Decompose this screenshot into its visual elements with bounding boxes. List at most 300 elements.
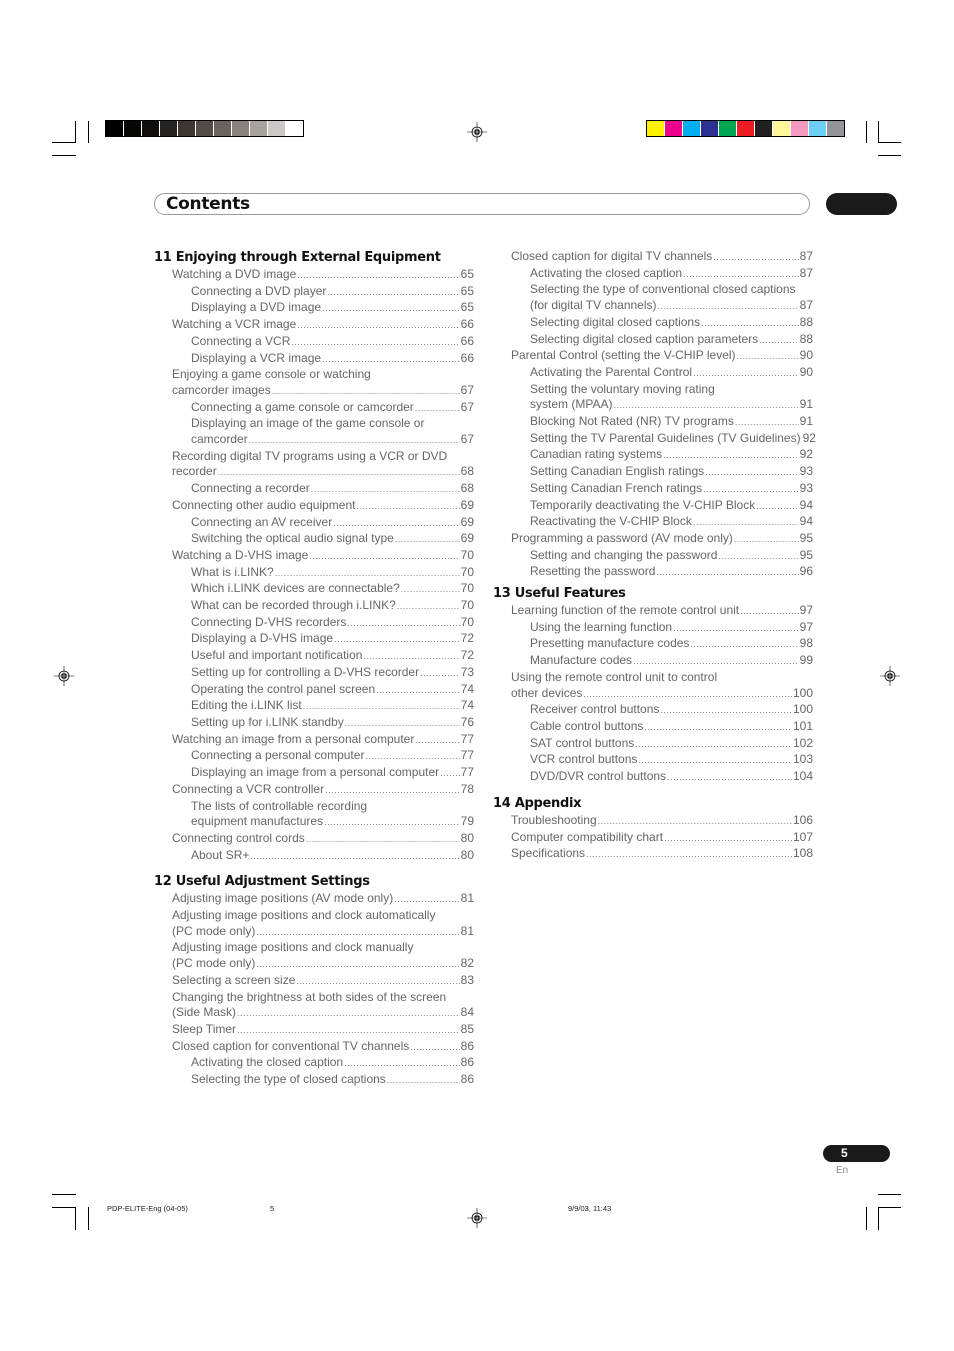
dot-leader — [309, 548, 459, 565]
dot-leader — [237, 1005, 460, 1022]
toc-entry[interactable] — [154, 1022, 474, 1039]
toc-page-number: 87 — [799, 298, 813, 313]
toc-entry[interactable] — [154, 648, 474, 665]
toc-entry[interactable] — [493, 636, 813, 653]
toc-entry[interactable] — [493, 752, 813, 769]
toc-page-number: 87 — [799, 249, 813, 263]
color-swatch — [737, 121, 755, 136]
color-swatch — [268, 121, 286, 136]
dot-leader — [735, 414, 799, 431]
toc-entry-label: Sleep Timer — [172, 1021, 237, 1036]
toc-page-number: 67 — [460, 432, 474, 447]
toc-entry-label: Presetting manufacture codes — [530, 636, 690, 651]
toc-entry-label: (PC mode only) — [172, 956, 256, 971]
dot-leader — [376, 682, 460, 699]
toc-page-number: 92 — [802, 430, 816, 445]
toc-entry-label: Selecting the type of closed captions — [191, 1072, 386, 1087]
dot-leader — [583, 686, 792, 703]
toc-entry-label: (for digital TV channels) — [530, 298, 657, 313]
dot-leader — [401, 581, 460, 598]
toc-page-number: 106 — [792, 812, 813, 827]
toc-page-number: 70 — [460, 547, 474, 562]
toc-entry-label: Setting the TV Parental Guidelines (TV Guidelines) — [530, 430, 801, 445]
color-swatch — [232, 121, 250, 136]
toc-page-number: 102 — [792, 735, 813, 750]
toc-entry[interactable] — [154, 698, 474, 715]
toc-entry[interactable] — [154, 908, 474, 940]
toc-page-number: 70 — [460, 614, 474, 629]
toc-entry-label: Setting and changing the password — [530, 547, 718, 562]
toc-page-number: 94 — [799, 514, 813, 529]
toc-page-number: 93 — [799, 464, 813, 479]
registration-mark-icon — [880, 666, 900, 686]
toc-page-number: 72 — [460, 631, 474, 646]
toc-entry[interactable] — [493, 332, 813, 349]
dot-leader — [272, 383, 460, 400]
toc-entry[interactable] — [493, 282, 813, 314]
toc-entry-label: Canadian rating systems — [530, 447, 663, 462]
toc-entry-label: Watching a DVD image — [172, 267, 297, 281]
toc-page-number: 70 — [460, 598, 474, 613]
dot-leader — [660, 702, 792, 719]
toc-page-number: 77 — [460, 731, 474, 746]
toc-page-number: 72 — [460, 648, 474, 663]
dot-leader — [347, 615, 459, 632]
toc-page-number: 87 — [799, 265, 813, 280]
dot-leader — [275, 565, 460, 582]
toc-entry[interactable] — [154, 891, 474, 908]
language-code: En — [836, 1165, 849, 1176]
toc-entry[interactable] — [154, 449, 474, 481]
toc-entry[interactable] — [154, 799, 474, 831]
toc-entry-label: What is i.LINK? — [191, 564, 274, 579]
toc-page-number: 65 — [460, 283, 474, 298]
toc-page-number: 100 — [792, 685, 813, 700]
toc-entry-label: About SR+ — [191, 847, 250, 862]
toc-page-number: 91 — [799, 414, 813, 429]
toc-page-number: 74 — [460, 698, 474, 713]
toc-entry[interactable] — [154, 1055, 474, 1072]
toc-entry-label: Closed caption for conventional TV channels — [172, 1038, 410, 1053]
page-number-badge — [823, 1145, 890, 1162]
toc-entry[interactable] — [493, 315, 813, 332]
dot-leader — [718, 548, 798, 565]
toc-page-number: 86 — [460, 1072, 474, 1087]
toc-entry-label: Learning function of the remote control unit — [511, 603, 740, 618]
toc-entry[interactable] — [154, 732, 474, 749]
toc-entry-label: equipment manufactures — [191, 814, 324, 829]
toc-entry[interactable] — [493, 736, 813, 753]
toc-entry[interactable] — [154, 598, 474, 615]
toc-entry-label: Setting Canadian French ratings — [530, 480, 703, 495]
toc-entry[interactable] — [493, 653, 813, 670]
toc-entry-label: Displaying a DVD image — [191, 300, 322, 315]
toc-page-number: 101 — [792, 718, 813, 733]
dot-leader — [690, 636, 798, 653]
dot-leader — [703, 481, 799, 498]
toc-entry-label: Connecting D-VHS recorders — [191, 614, 347, 629]
dot-leader — [440, 765, 460, 782]
print-slug-filename: PDP-ELITE-Eng (04-05) — [107, 1204, 188, 1213]
toc-entry-label: Setting Canadian English ratings — [530, 464, 705, 479]
dot-leader — [683, 266, 799, 283]
toc-entry[interactable] — [154, 515, 474, 532]
dot-leader — [638, 752, 792, 769]
section-heading: 13 Useful Features — [493, 586, 626, 602]
toc-entry[interactable] — [154, 765, 474, 782]
toc-page-number: 86 — [460, 1055, 474, 1070]
color-swatch — [827, 121, 844, 136]
toc-entry-label: Switching the optical audio signal type — [191, 531, 394, 546]
toc-page-number: 65 — [460, 300, 474, 315]
toc-entry-label: Setting up for controlling a D-VHS recorder — [191, 664, 420, 679]
toc-page-number: 69 — [460, 514, 474, 529]
toc-right-column — [493, 249, 816, 863]
toc-entry-label: Watching a VCR image — [172, 317, 297, 332]
toc-entry-label: Connecting a VCR controller — [172, 781, 325, 796]
toc-entry[interactable] — [154, 565, 474, 582]
dot-leader — [344, 1055, 460, 1072]
toc-entry-label: camcorder — [191, 432, 248, 447]
toc-entry[interactable] — [154, 367, 474, 399]
dot-leader — [397, 598, 460, 615]
toc-entry-label: Using the learning function — [530, 619, 673, 634]
color-swatch — [214, 121, 232, 136]
toc-entry[interactable] — [154, 715, 474, 732]
toc-entry[interactable] — [493, 769, 813, 786]
registration-mark-icon — [54, 666, 74, 686]
toc-entry[interactable] — [493, 670, 813, 702]
toc-page-number: 84 — [460, 1005, 474, 1020]
toc-entry-label: Displaying an image of the game console or — [191, 416, 425, 431]
color-swatch — [809, 121, 827, 136]
dot-leader — [297, 267, 459, 284]
toc-entry-label: Computer compatibility chart — [511, 829, 664, 844]
toc-entry-label: Parental Control (setting the V-CHIP level) — [511, 348, 736, 363]
toc-entry-label: Troubleshooting — [511, 812, 597, 827]
toc-entry-label: Activating the closed caption — [191, 1055, 344, 1070]
dot-leader — [256, 924, 459, 941]
toc-entry[interactable] — [154, 973, 474, 990]
dot-leader — [586, 846, 792, 863]
toc-entry[interactable] — [493, 447, 813, 464]
toc-page-number: 81 — [460, 891, 474, 906]
dot-leader — [218, 464, 460, 481]
color-swatch — [178, 121, 196, 136]
color-swatch — [142, 121, 160, 136]
toc-page-number: 66 — [460, 350, 474, 365]
dot-leader — [256, 956, 459, 973]
toc-entry[interactable] — [493, 719, 813, 736]
toc-entry[interactable] — [493, 620, 813, 637]
toc-entry[interactable] — [493, 846, 813, 863]
dot-leader — [635, 736, 792, 753]
toc-entry[interactable] — [154, 284, 474, 301]
toc-entry-label: Enjoying a game console or watching — [172, 367, 371, 382]
toc-page-number: 70 — [460, 564, 474, 579]
toc-page-number: 69 — [460, 497, 474, 512]
toc-entry-label: camcorder images — [172, 382, 271, 397]
dot-leader — [633, 653, 799, 670]
color-swatch — [719, 121, 737, 136]
toc-entry-label: SAT control buttons — [530, 735, 635, 750]
toc-entry-label: Connecting a recorder — [191, 481, 310, 496]
toc-page-number: 88 — [799, 331, 813, 346]
toc-page-number: 86 — [460, 1038, 474, 1053]
toc-page-number: 76 — [460, 714, 474, 729]
toc-page-number: 88 — [799, 314, 813, 329]
toc-entry[interactable] — [154, 990, 474, 1022]
dot-leader — [663, 447, 799, 464]
color-swatch — [665, 121, 683, 136]
color-swatch — [106, 121, 124, 136]
dot-leader — [306, 831, 460, 848]
dot-leader — [311, 481, 460, 498]
toc-entry[interactable] — [493, 430, 816, 448]
toc-entry-label: recorder — [172, 464, 217, 479]
toc-page-number: 91 — [799, 397, 813, 412]
toc-entry-label: Adjusting image positions (AV mode only) — [172, 891, 394, 906]
toc-entry-label: other devices — [511, 685, 583, 700]
dot-leader — [297, 317, 459, 334]
toc-entry[interactable] — [493, 266, 813, 283]
color-swatch — [160, 121, 178, 136]
toc-page-number: 68 — [460, 481, 474, 496]
dot-leader — [291, 334, 459, 351]
toc-entry-label: Selecting digital closed caption parameters — [530, 331, 759, 346]
toc-entry-label: Blocking Not Rated (NR) TV programs — [530, 414, 734, 429]
dot-leader — [415, 732, 459, 749]
toc-entry[interactable] — [154, 831, 474, 848]
page-title: Contents — [166, 194, 250, 214]
toc-entry-label: Which i.LINK devices are connectable? — [191, 581, 400, 596]
color-swatch — [683, 121, 701, 136]
toc-entry[interactable] — [493, 498, 813, 515]
color-swatch — [286, 121, 303, 136]
dot-leader — [613, 397, 798, 414]
toc-page-number: 79 — [460, 814, 474, 829]
dot-leader — [363, 648, 459, 665]
toc-entry[interactable] — [493, 548, 813, 565]
dot-leader — [756, 498, 798, 515]
toc-entry[interactable] — [154, 1039, 474, 1056]
toc-entry-label: Adjusting image positions and clock automatically — [172, 908, 436, 923]
toc-entry-label: Using the remote control unit to control — [511, 669, 718, 684]
toc-entry[interactable] — [493, 382, 813, 414]
toc-entry-label: The lists of controllable recording — [191, 798, 368, 813]
toc-page-number: 70 — [460, 581, 474, 596]
print-slug-sheet: 5 — [270, 1204, 275, 1213]
toc-entry[interactable] — [154, 300, 474, 317]
process-color-bar — [646, 120, 845, 137]
dot-leader — [693, 514, 799, 531]
toc-entry[interactable] — [154, 498, 474, 515]
dot-leader — [410, 1039, 459, 1056]
dot-leader — [734, 531, 799, 548]
toc-entry[interactable] — [154, 351, 474, 368]
dot-leader — [303, 698, 460, 715]
dot-leader — [322, 351, 460, 368]
toc-entry-label: (Side Mask) — [172, 1005, 237, 1020]
dot-leader — [365, 748, 459, 765]
dot-leader — [356, 498, 459, 515]
registration-mark-icon — [467, 122, 487, 142]
page-number: 5 — [841, 1146, 848, 1160]
dot-leader — [759, 332, 799, 349]
toc-entry-label: Closed caption for digital TV channels — [511, 249, 713, 263]
toc-entry[interactable] — [154, 682, 474, 699]
toc-entry[interactable] — [493, 830, 813, 847]
section-heading: 12 Useful Adjustment Settings — [154, 874, 370, 890]
toc-page-number: 66 — [460, 333, 474, 348]
toc-entry-label: Temporarily deactivating the V-CHIP Block — [530, 497, 756, 512]
dot-leader — [667, 769, 792, 786]
toc-entry-label: Connecting other audio equipment — [172, 497, 356, 512]
toc-entry[interactable] — [493, 414, 813, 431]
toc-entry-label: What can be recorded through i.LINK? — [191, 598, 396, 613]
toc-entry[interactable] — [493, 514, 813, 531]
color-swatch — [196, 121, 214, 136]
dot-leader — [658, 298, 799, 315]
toc-page-number: 83 — [460, 972, 474, 987]
dot-leader — [296, 973, 459, 990]
dot-leader — [644, 719, 792, 736]
dot-leader — [345, 715, 460, 732]
toc-entry[interactable] — [493, 702, 813, 719]
toc-entry-label: Activating the closed caption — [530, 265, 683, 280]
toc-entry-label: Displaying a VCR image — [191, 350, 322, 365]
toc-page-number: 68 — [460, 464, 474, 479]
toc-entry-label: Displaying a D-VHS image — [191, 631, 334, 646]
toc-left-column — [154, 249, 474, 1089]
chapter-tab — [826, 193, 897, 215]
dot-leader — [740, 603, 799, 620]
toc-entry-label: Connecting a personal computer — [191, 748, 365, 763]
grayscale-color-bar — [105, 120, 304, 137]
toc-page-number: 97 — [799, 603, 813, 618]
toc-page-number: 80 — [460, 830, 474, 845]
toc-entry[interactable] — [154, 1072, 474, 1089]
toc-page-number: 98 — [799, 636, 813, 651]
toc-entry[interactable] — [493, 249, 813, 266]
toc-entry[interactable] — [154, 631, 474, 648]
toc-entry[interactable] — [493, 603, 813, 620]
toc-page-number: 95 — [799, 530, 813, 545]
toc-entry-label: Displaying an image from a personal computer — [191, 765, 440, 780]
toc-page-number: 73 — [460, 664, 474, 679]
toc-entry[interactable] — [154, 748, 474, 765]
toc-entry-label: Recording digital TV programs using a VCR or DVD — [172, 448, 448, 463]
toc-entry-label: Connecting a game console or camcorder — [191, 399, 414, 414]
toc-entry[interactable] — [493, 564, 813, 581]
toc-page-number: 66 — [460, 317, 474, 332]
toc-entry-label: Setting up for i.LINK standby — [191, 714, 344, 729]
toc-entry-label: Editing the i.LINK list — [191, 698, 302, 713]
toc-entry[interactable] — [493, 531, 813, 548]
toc-page-number: 81 — [460, 923, 474, 938]
toc-entry-label: Connecting control cords — [172, 830, 305, 845]
dot-leader — [737, 348, 799, 365]
registration-mark-icon — [467, 1208, 487, 1228]
toc-entry-label: Programming a password (AV mode only) — [511, 530, 733, 545]
toc-entry-label: Cable control buttons — [530, 718, 644, 733]
toc-page-number: 103 — [792, 752, 813, 767]
toc-entry[interactable] — [154, 665, 474, 682]
dot-leader — [701, 315, 799, 332]
toc-entry[interactable] — [154, 267, 474, 284]
toc-entry[interactable] — [154, 400, 474, 417]
toc-entry[interactable] — [493, 464, 813, 481]
dot-leader — [237, 1022, 460, 1039]
toc-entry[interactable] — [154, 848, 474, 865]
toc-entry[interactable] — [154, 782, 474, 799]
toc-page-number: 85 — [460, 1021, 474, 1036]
dot-leader — [395, 531, 460, 548]
toc-page-number: 67 — [460, 382, 474, 397]
toc-entry[interactable] — [154, 334, 474, 351]
toc-entry[interactable] — [493, 813, 813, 830]
toc-page-number: 67 — [460, 399, 474, 414]
toc-page-number: 99 — [799, 653, 813, 668]
dot-leader — [713, 249, 798, 266]
toc-entry[interactable] — [154, 548, 474, 565]
toc-page-number: 80 — [460, 847, 474, 862]
toc-entry[interactable] — [493, 348, 813, 365]
dot-leader — [334, 631, 460, 648]
toc-entry[interactable] — [154, 940, 474, 972]
toc-page-number: 78 — [460, 781, 474, 796]
toc-page-number: 107 — [792, 829, 813, 844]
toc-page-number: 65 — [460, 267, 474, 281]
toc-entry[interactable] — [493, 365, 813, 382]
toc-entry[interactable] — [154, 615, 474, 632]
color-swatch — [791, 121, 809, 136]
toc-entry[interactable] — [154, 581, 474, 598]
dot-leader — [327, 284, 459, 301]
dot-leader — [249, 432, 460, 449]
dot-leader — [705, 464, 799, 481]
toc-entry-label: Operating the control panel screen — [191, 681, 376, 696]
color-swatch — [701, 121, 719, 136]
dot-leader — [693, 365, 799, 382]
dot-leader — [333, 515, 459, 532]
dot-leader — [598, 813, 792, 830]
toc-entry[interactable] — [154, 317, 474, 334]
toc-entry[interactable] — [493, 481, 813, 498]
toc-entry-label: Setting the voluntary moving rating — [530, 381, 715, 396]
toc-page-number: 77 — [460, 765, 474, 780]
dot-leader — [322, 300, 460, 317]
section-heading: 11 Enjoying through External Equipment — [154, 250, 441, 265]
toc-page-number: 100 — [792, 702, 813, 717]
toc-entry-label: Selecting a screen size — [172, 972, 296, 987]
color-swatch — [773, 121, 791, 136]
toc-page-number: 82 — [460, 956, 474, 971]
dot-leader — [664, 830, 792, 847]
toc-page-number: 92 — [799, 447, 813, 462]
toc-page-number: 90 — [799, 364, 813, 379]
page-title-bar — [154, 193, 810, 215]
toc-entry-label: Specifications — [511, 846, 586, 861]
toc-entry-label: Changing the brightness at both sides of the screen — [172, 989, 447, 1004]
toc-entry-label: Watching an image from a personal computer — [172, 731, 415, 746]
toc-entry[interactable] — [154, 531, 474, 548]
dot-leader — [324, 814, 460, 831]
toc-entry[interactable] — [154, 416, 474, 448]
section-heading: 14 Appendix — [493, 795, 582, 811]
toc-entry[interactable] — [154, 481, 474, 498]
toc-entry-label: Manufacture codes — [530, 653, 633, 668]
